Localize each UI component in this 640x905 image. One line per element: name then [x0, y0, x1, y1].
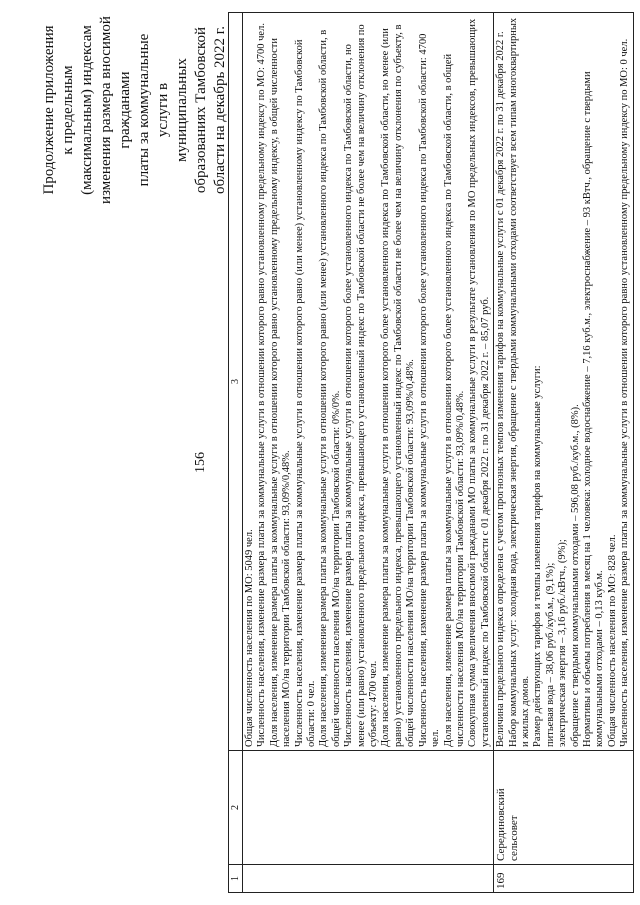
description-line: Размер действующих тарифов и темпы изменения тарифов на коммунальные услуги: [532, 365, 544, 747]
description-line: Доля населения, изменение размера платы за коммунальные услуги в отношении которого равно (или менее) установленного индекса по Тамбовской области, в общей численности населения МО/на территории Тамбовской области: 0%/0%. [318, 29, 342, 747]
column-number: 1 [229, 865, 243, 893]
description-cell [494, 13, 633, 751]
row-number-cell: 169 [494, 865, 633, 893]
column-number-row [229, 13, 243, 893]
description-line: обращение с твердыми коммунальными отходами – 596,08 руб./куб.м., (8%). [569, 404, 581, 747]
header-line: платы за коммунальные услуги в [136, 33, 171, 187]
column-number: 2 [229, 751, 243, 865]
table-row-continuation [243, 13, 494, 893]
indices-table [228, 12, 634, 893]
header-line: изменения размера вносимой гражданами [98, 16, 133, 204]
description-line: Нормативы и объемы потребления в месяц на 1 человека: холодное водоснабжение – 7,16 куб.м., электроснабжение – 93 кВтч., обращение с твердыми коммунальными отходами – 0,13 куб.м. [581, 71, 606, 747]
description-line: Численность населения, изменение размера платы за коммунальные услуги в отношении которого более установленного индекса по Тамбовской области: 4700 чел. [417, 33, 442, 747]
description-line: Численность населения, изменение размера платы за коммунальные услуги в отношении которого равно установленному предельному индексу по МО: 0 чел. [619, 38, 631, 747]
description-line: Набор коммунальных услуг: холодная вода, электрическая энергия, обращение с твердыми коммунальными отходами соответствует всем типам многоквартирных и жилых домов. [507, 17, 531, 747]
description-line: Величина предельного индекса определена с учетом прогнозных темпов изменения тарифов на коммунальные услуги с 01 декабря 2022 г. по 31 декабря 2022 г. [495, 31, 507, 747]
description-line: Доля населения, изменение размера платы за коммунальные услуги в отношении которого равно установленному предельному индексу, в общей численности населения МО/на территории Тамбовской области: 93,09%/0,48%. [268, 38, 293, 747]
description-line: Численность населения, изменение размера платы за коммунальные услуги в отношении которого более установленного индекса по Тамбовской области, но менее (или равно) установленного предельного индекса, превышающего установленный индекс по Тамбовской области не более чем на величину отклонения по субъекту: 4700 чел. [343, 24, 380, 747]
header-line: к предельным (максимальным) индексам [60, 25, 95, 195]
header-line: области на декабрь 2022 г. [212, 25, 228, 195]
table-row-169 [494, 13, 633, 893]
row-number-cell [243, 865, 494, 893]
description-line: Численность населения, изменение размера платы за коммунальные услуги в отношении которого равно (или менее) установленному индексу по Тамбовской области: 0 чел. [293, 39, 318, 747]
description-cell [243, 13, 494, 751]
header-line: Продолжение приложения [41, 25, 57, 195]
header-line: муниципальных образованиях Тамбовской [174, 26, 209, 194]
description-line: Доля населения, изменение размера платы за коммунальные услуги в отношении которого более установленного индекса по Тамбовской области, в общей численности населения МО/на территории Тамбовской области: 93,09%/0,48%. [442, 53, 466, 747]
description-line: электрическая энергия – 3,16 руб./кВтч., (9%); [557, 539, 569, 747]
description-line: Общая численность населения по МО: 5049 чел. [244, 529, 255, 747]
description-line: Доля населения, изменение размера платы за коммунальные услуги в отношении которого более установленного индекса по Тамбовской области, но менее (или равно) установленного предельного индекса, превышающего установленный индекс по Тамбовской области не более чем на величину отклонения по субъекту, в общей численности населения МО/на территории Тамбовской области: 93,09%/0,48%. [380, 24, 417, 747]
description-line: Совокупная сумма увеличения вносимой гражданами МО платы за коммунальные услуги в результате установления по МО предельных индексов, превышающих установленный индекс по Тамбовской области с 01 декабря 2022 г. по 31 декабря 2022 г. – 85,07 руб. [467, 18, 491, 747]
municipality-cell [243, 751, 494, 865]
municipality-name: Серединовский сельсовет [494, 751, 633, 865]
description-line: Общая численность населения по МО: 828 чел. [606, 534, 618, 747]
description-line: Численность населения, изменение размера платы за коммунальные услуги в отношении которого равно установленному предельному индексу по МО: 4700 чел. [256, 23, 268, 747]
appendix-header [40, 15, 230, 205]
page-number: 156 [193, 452, 208, 473]
description-line: питьевая вода – 38,06 руб./куб.м., (9,1%); [544, 562, 556, 747]
column-number: 3 [229, 13, 243, 751]
